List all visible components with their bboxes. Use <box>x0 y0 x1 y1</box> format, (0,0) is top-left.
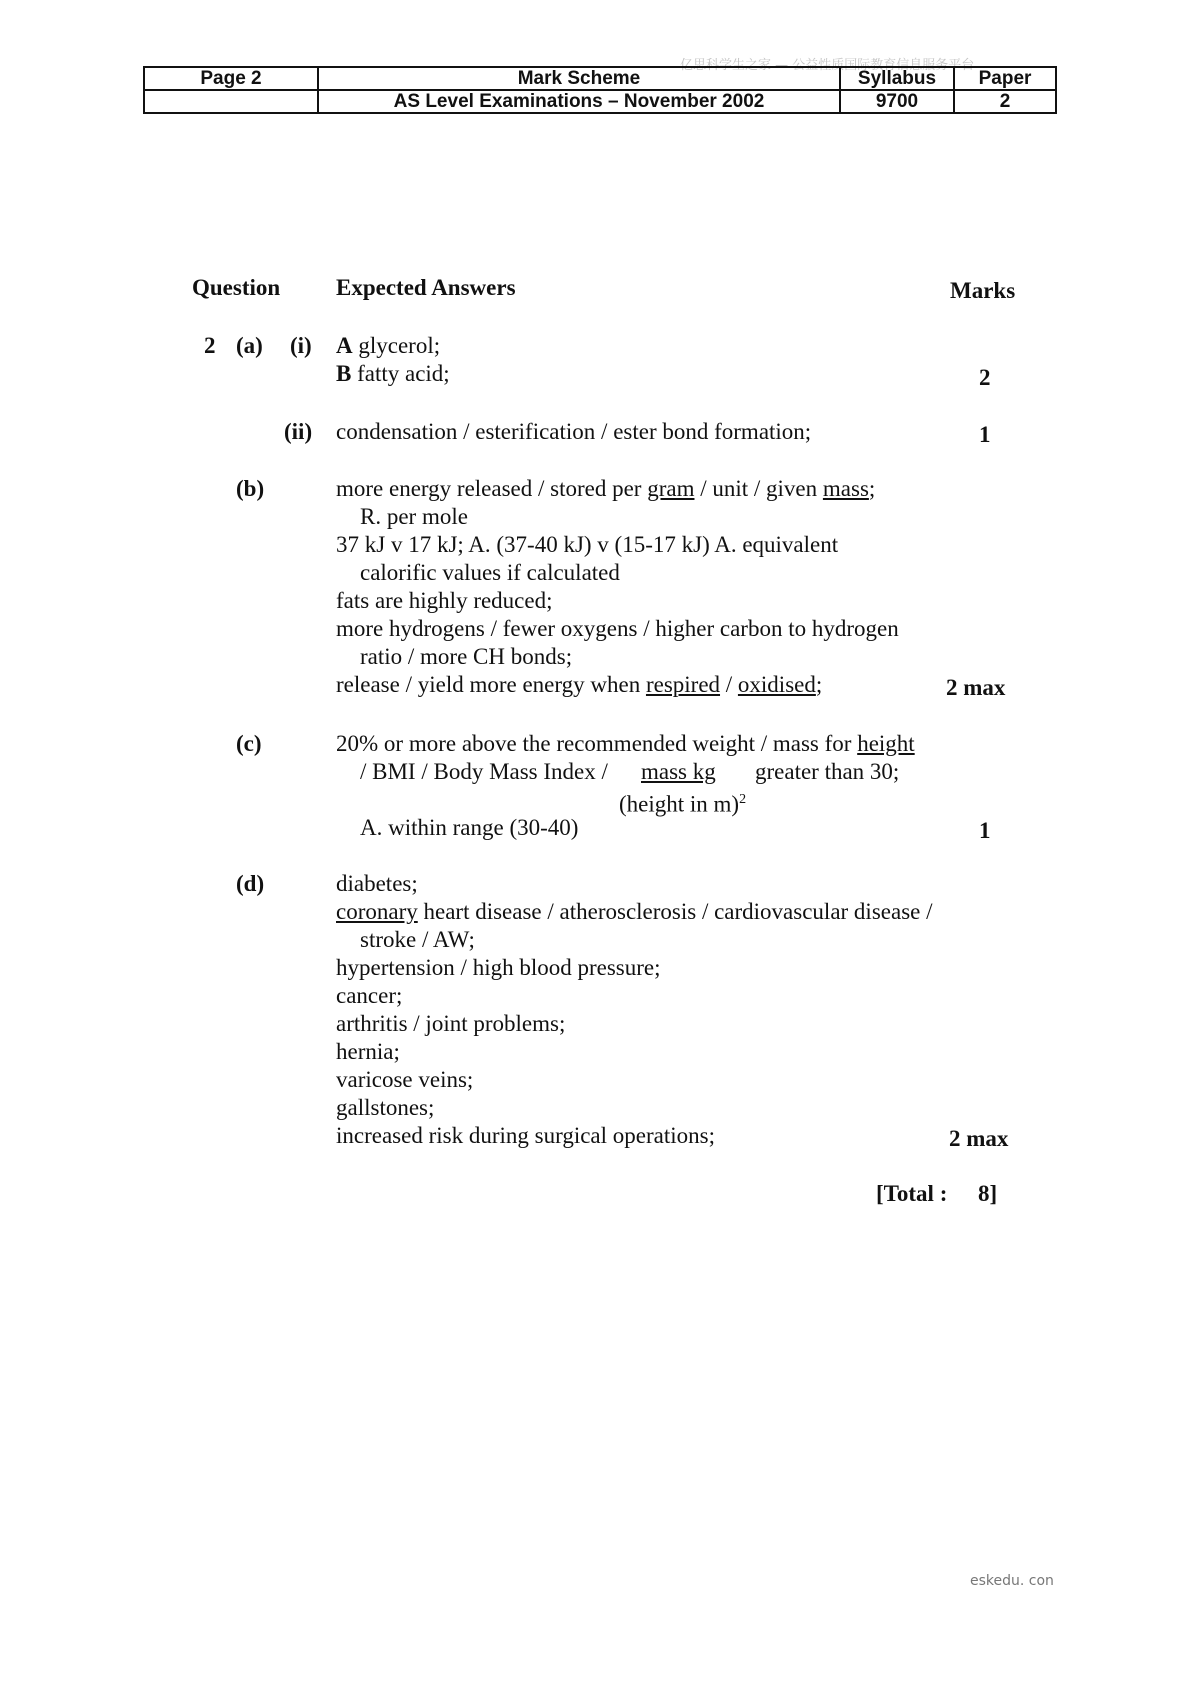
paper-number: 2 <box>954 90 1056 113</box>
b-line-8: release / yield more energy when respired / oxidised; <box>336 672 823 697</box>
b-line-6: more hydrogens / fewer oxygens / higher carbon to hydrogen <box>336 616 899 641</box>
a-i-line-1: A glycerol; <box>336 333 441 358</box>
paper-label: Paper <box>954 67 1056 90</box>
d-line-2: coronary heart disease / atherosclerosis / cardiovascular disease / <box>336 899 933 924</box>
d-line-6: arthritis / joint problems; <box>336 1011 566 1036</box>
exam-subtitle: AS Level Examinations – November 2002 <box>318 90 840 113</box>
watermark: 亿思科学生之家 — 公益性质国际教育信息服务平台 <box>680 58 975 73</box>
bmi-numerator: mass kg <box>641 759 716 784</box>
header-empty-cell <box>144 90 318 113</box>
d-line-4: hypertension / high blood pressure; <box>336 955 661 980</box>
total-label: [Total : <box>876 1181 948 1206</box>
sub-i-label: (i) <box>290 333 312 358</box>
a-ii-marks: 1 <box>979 422 991 447</box>
syllabus-code: 9700 <box>840 90 954 113</box>
sub-ii-label: (ii) <box>284 419 313 444</box>
header-table <box>143 66 1057 114</box>
c-line-2: / BMI / Body Mass Index / <box>360 759 608 784</box>
bmi-denominator: (height in m)$^2$ <box>619 791 747 817</box>
a-i-marks: 2 <box>979 365 991 390</box>
b-line-1: more energy released / stored per gram / unit / given mass; <box>336 476 876 501</box>
a-ii-answer: condensation / esterification / ester bond formation; <box>336 419 812 444</box>
syllabus-label: Syllabus <box>840 67 954 90</box>
c-marks: 1 <box>979 818 991 843</box>
part-d-label: (d) <box>236 871 265 896</box>
d-line-8: varicose veins; <box>336 1067 474 1092</box>
doc-title: Mark Scheme <box>318 67 840 90</box>
d-line-1: diabetes; <box>336 871 418 896</box>
a-i-line-2: B fatty acid; <box>336 361 450 386</box>
b-line-3: 37 kJ v 17 kJ; A. (37-40 kJ) v (15-17 kJ) A. equivalent <box>336 532 839 557</box>
question-number: 2 <box>204 333 216 358</box>
col-question: Question <box>192 275 281 300</box>
d-marks: 2 max <box>949 1126 1009 1151</box>
b-line-7: ratio / more CH bonds; <box>360 644 573 669</box>
part-c-label: (c) <box>236 731 262 756</box>
c-line-3: A. within range (30-40) <box>360 815 579 840</box>
c-line-1: 20% or more above the recommended weight / mass for height <box>336 731 915 756</box>
site-footer: eskedu. con <box>970 1573 1054 1589</box>
d-line-3: stroke / AW; <box>360 927 475 952</box>
b-line-5: fats are highly reduced; <box>336 588 553 613</box>
col-marks: Marks <box>950 278 1016 303</box>
part-a-label: (a) <box>236 333 263 358</box>
d-line-7: hernia; <box>336 1039 400 1064</box>
b-line-4: calorific values if calculated <box>360 560 620 585</box>
c-line-2-end: greater than 30; <box>755 759 900 784</box>
part-b-label: (b) <box>236 476 265 501</box>
total-value: 8] <box>978 1181 998 1206</box>
b-marks: 2 max <box>946 675 1006 700</box>
d-line-9: gallstones; <box>336 1095 435 1120</box>
col-expected-answers: Expected Answers <box>336 275 516 300</box>
d-line-5: cancer; <box>336 983 403 1008</box>
page-label: Page 2 <box>144 67 318 90</box>
d-line-10: increased risk during surgical operations; <box>336 1123 715 1148</box>
b-line-2: R. per mole <box>360 504 468 529</box>
